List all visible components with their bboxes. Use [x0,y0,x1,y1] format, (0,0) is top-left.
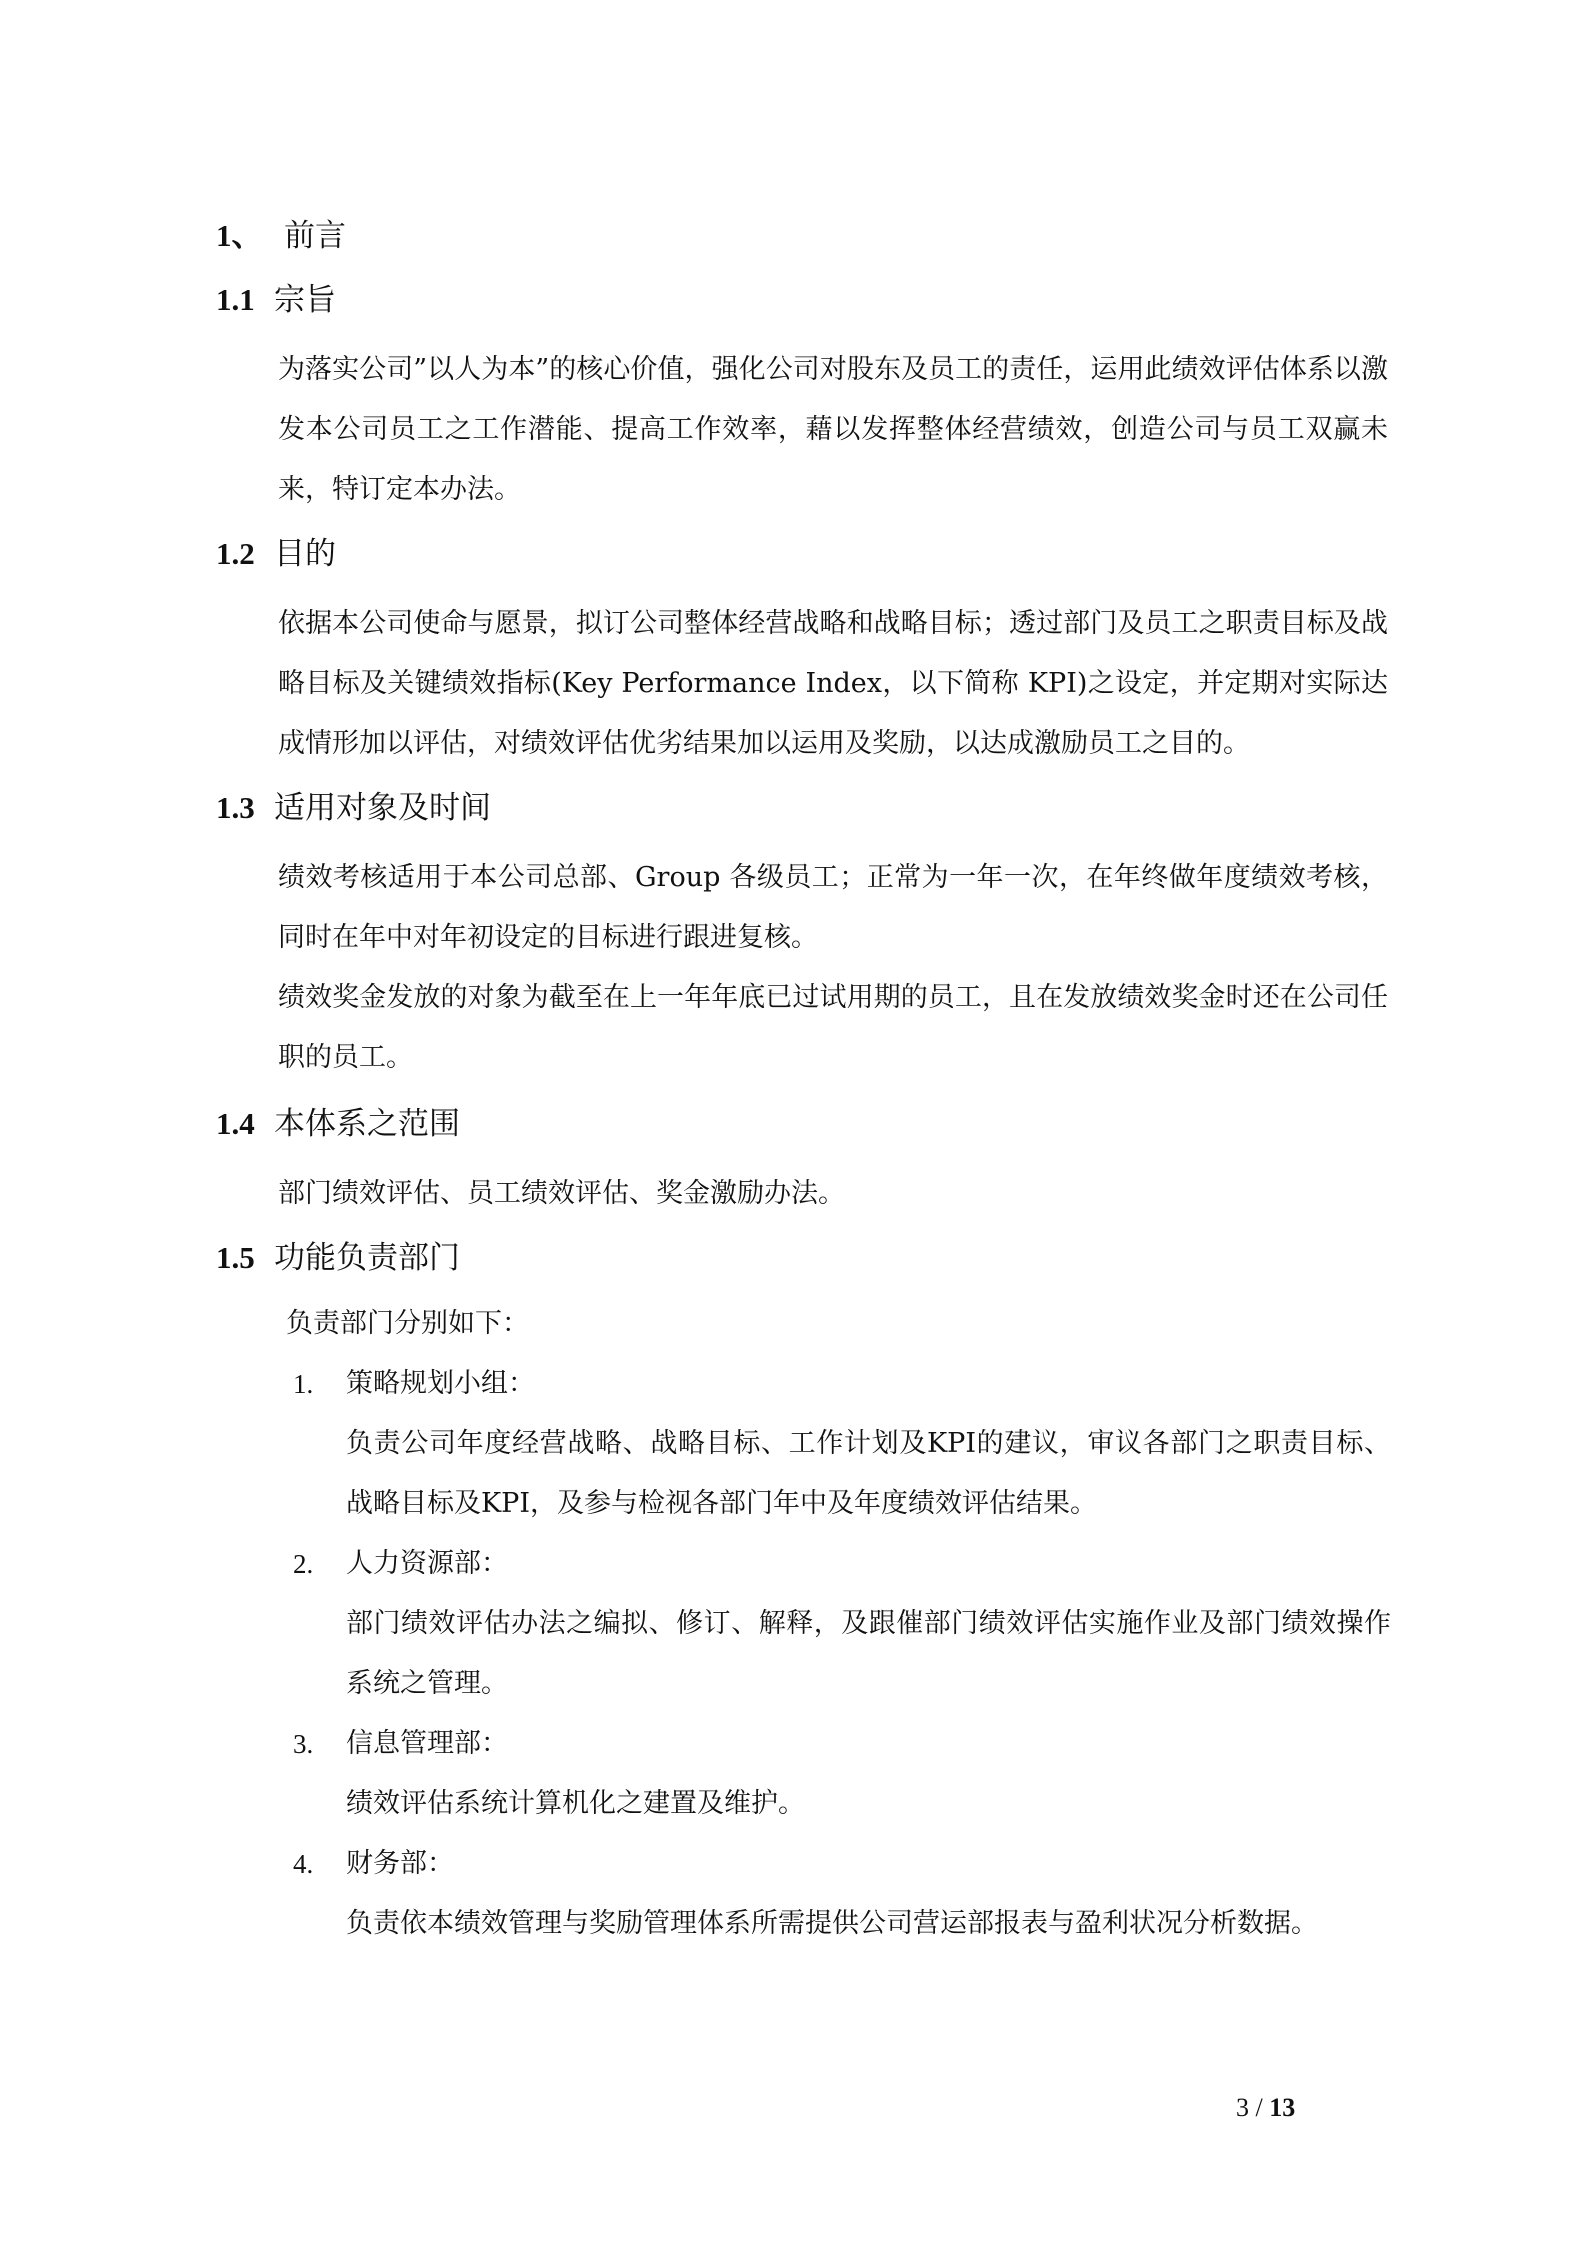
section-title: 前言 [284,218,346,254]
subsection-number: 1.3 [216,790,255,825]
list-item-body: 部门绩效评估办法之编拟、修订、解释，及跟催部门绩效评估实施作业及部门绩效操作系统之管理。 [346,1608,1391,1699]
paragraph-scope-applicability: 绩效考核适用于本公司总部、Group 各级员工；正常为一年一次，在年终做年度绩效考核，同时在年中对年初设定的目标进行跟进复核。 [278,862,1388,953]
paragraph-objective: 依据本公司使命与愿景，拟订公司整体经营战略和战略目标；透过部门及员工之职责目标及战略目标及关键绩效指标(Key Performance Index，以下简称 KPI)之设定，并定期对实际达成情形加以评估，对绩效评估优劣结果加以运用及奖励，以达成激励员工之目的。 [278,608,1388,759]
list-item-number: 1. [293,1369,314,1399]
list-item-number: 3. [293,1729,314,1759]
list-item-label: 信息管理部： [346,1728,508,1759]
page-total: 13 [1269,2093,1296,2122]
paragraph-system-scope: 部门绩效评估、员工绩效评估、奖金激励办法。 [278,1178,845,1209]
list-item-number: 4. [293,1849,314,1879]
list-item-body: 绩效评估系统计算机化之建置及维护。 [346,1788,805,1819]
subsection-number: 1.5 [216,1240,255,1275]
list-item-body: 负责公司年度经营战略、战略目标、工作计划及KPI的建议，审议各部门之职责目标、战略目标及KPI，及参与检视各部门年中及年度绩效评估结果。 [346,1428,1391,1519]
page-number [1236,2090,1295,2126]
section-heading [216,214,346,258]
list-intro: 负责部门分别如下： [286,1308,529,1339]
subsection-number: 1.4 [216,1106,255,1141]
subsection-title: 本体系之范围 [274,1106,460,1142]
subsection-title: 适用对象及时间 [274,790,491,826]
subsection-title: 宗旨 [274,282,336,318]
subsection-number: 1.2 [216,536,255,571]
paragraph-bonus-eligibility: 绩效奖金发放的对象为截至在上一年年底已过试用期的员工，且在发放绩效奖金时还在公司任职的员工。 [278,982,1388,1073]
subsection-heading-1-3 [216,786,491,830]
page-current: 3 [1236,2093,1249,2122]
page-separator: / [1249,2093,1270,2122]
list-item-body: 负责依本绩效管理与奖励管理体系所需提供公司营运部报表与盈利状况分析数据。 [346,1908,1318,1939]
subsection-heading-1-2 [216,532,336,576]
subsection-heading-1-1 [216,278,336,322]
subsection-number: 1.1 [216,282,255,317]
paragraph-purpose: 为落实公司”以人为本”的核心价值，强化公司对股东及员工的责任，运用此绩效评估体系以激发本公司员工之工作潜能、提高工作效率，藉以发挥整体经营绩效，创造公司与员工双赢未来，特订定本办法。 [278,354,1388,505]
list-item-label: 财务部： [346,1848,454,1879]
subsection-title: 目的 [274,536,336,572]
list-item-number: 2. [293,1549,314,1579]
list-item-label: 策略规划小组： [346,1368,535,1399]
subsection-title: 功能负责部门 [274,1240,460,1276]
list-item-label: 人力资源部： [346,1548,508,1579]
subsection-heading-1-4 [216,1102,460,1146]
subsection-heading-1-5 [216,1236,460,1280]
section-number: 1、 [216,218,263,253]
